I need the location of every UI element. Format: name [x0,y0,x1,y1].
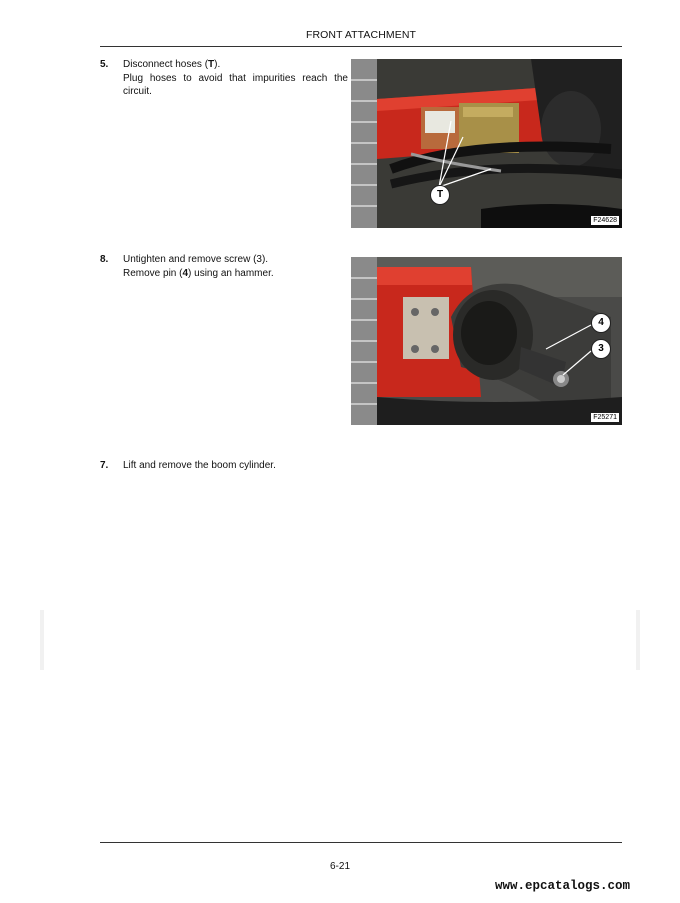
step-text [123,459,383,473]
photo-cylinder-pin [351,257,622,425]
step-number: 7. [100,460,109,471]
step-number: 5. [100,59,109,70]
figure-hoses-photo [351,59,622,228]
figure-pin-photo [351,257,622,425]
watermark: www.epcatalogs.com [494,879,630,893]
scan-artifact [40,610,44,670]
photo-hydraulic-valve [351,59,622,228]
section-header: FRONT ATTACHMENT [305,29,417,41]
callout-3: 3 [591,339,611,359]
step-text [123,58,348,99]
header-rule [100,46,622,47]
step-text [123,253,348,280]
page-number: 6-21 [329,861,350,872]
figure-code: F25271 [593,414,617,421]
scan-artifact [636,610,640,670]
step-line: Lift and remove the boom cylinder. [123,460,276,471]
step-line: Plug hoses to avoid that impurities reach the circuit. [123,72,348,97]
step-line: Untighten and remove screw (3). [123,254,269,265]
footer-rule [100,842,622,843]
callout-4: 4 [591,313,611,333]
step-line: Disconnect hoses (T). [123,59,221,70]
step-number: 8. [100,254,109,265]
step-line: Remove pin (4) using an hammer. [123,267,274,279]
figure-code: F24628 [593,217,617,224]
callout-t: T [430,185,450,205]
